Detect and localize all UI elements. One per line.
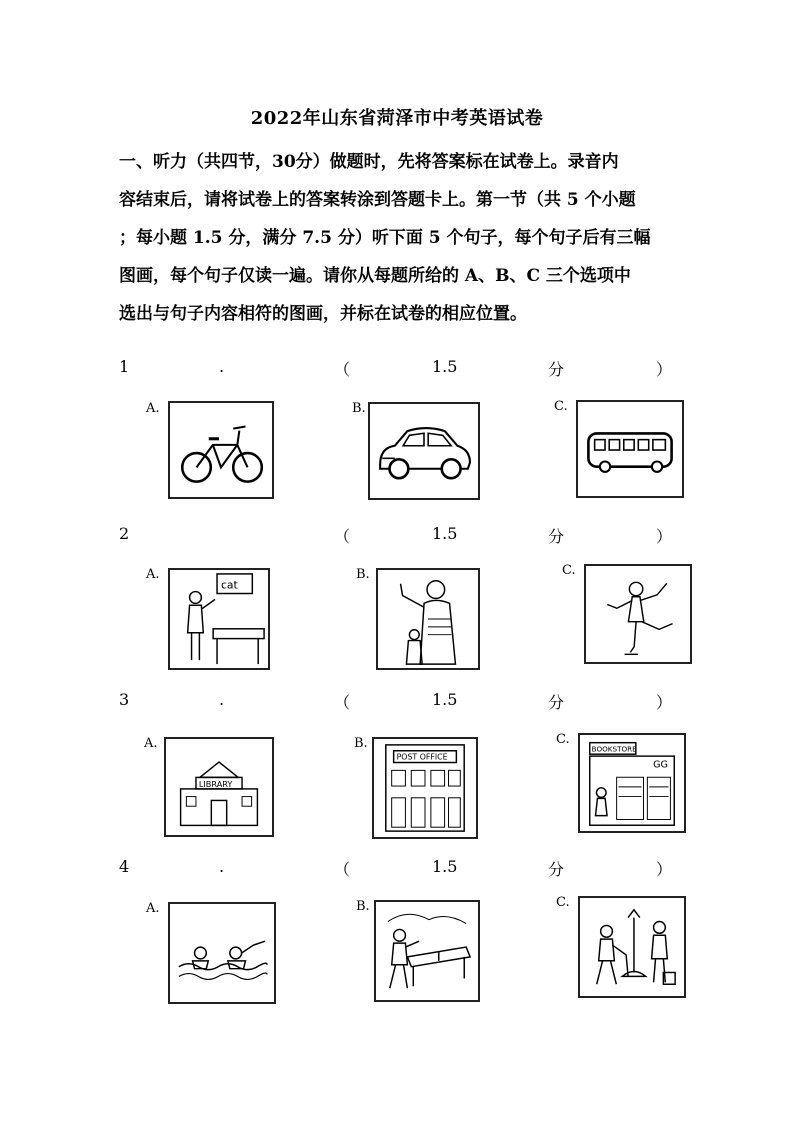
option-1a[interactable] (146, 398, 274, 498)
option-label: B. (356, 899, 370, 914)
question-score: 1.5 (432, 524, 458, 543)
option-label: B. (356, 567, 370, 582)
option-label: B. (354, 736, 368, 751)
score-unit: 分 (548, 360, 565, 379)
close-paren: ） (656, 860, 673, 879)
post-office-icon (372, 737, 478, 839)
question-score: 1.5 (432, 357, 458, 376)
teacher-icon (168, 568, 270, 670)
bookstore-icon (578, 733, 686, 833)
close-paren: ） (656, 360, 673, 379)
option-label: C. (554, 399, 568, 414)
question-number: 3 (119, 690, 130, 709)
open-paren: （ (334, 527, 351, 546)
instructions-line: 图画，每个句子仅读一遍。请你从每题所给的 A、B、C 三个选项中 (119, 266, 631, 286)
option-3a[interactable] (144, 733, 274, 835)
library-icon (164, 737, 274, 837)
tour-guide-icon (376, 568, 480, 670)
score-unit: 分 (548, 693, 565, 712)
question-3-header (0, 690, 794, 714)
option-2a[interactable] (146, 564, 270, 668)
option-1c[interactable] (554, 396, 684, 498)
board-text: cat (220, 578, 238, 592)
question-2-header (0, 524, 794, 548)
open-paren: （ (334, 693, 351, 712)
tree-planting-icon (578, 896, 686, 998)
table-tennis-icon (374, 900, 480, 1002)
instructions-line: 选出与句子内容相符的图画，并标在试卷的相应位置。 (119, 304, 527, 324)
instructions-line: 一、听力（共四节，30分）做题时，先将答案标在试卷上。录音内 (119, 152, 619, 172)
score-unit: 分 (548, 860, 565, 879)
question-dot: . (219, 857, 225, 876)
option-4b[interactable] (356, 896, 482, 1000)
close-paren: ） (656, 527, 673, 546)
question-dot: . (219, 357, 225, 376)
bookstore-sign: BOOKSTORE (591, 744, 637, 754)
instructions (119, 143, 679, 333)
option-label: C. (556, 895, 570, 910)
option-2b[interactable] (356, 564, 482, 668)
library-sign: LIBRARY (198, 779, 233, 789)
svg-text:GG: GG (653, 759, 668, 771)
option-label: A. (144, 736, 158, 751)
page-title: 2022年山东省菏泽市中考英语试卷 (250, 108, 544, 129)
swimming-icon (168, 902, 276, 1004)
question-dot: . (219, 690, 225, 709)
option-label: C. (556, 732, 570, 747)
option-2c[interactable] (562, 560, 692, 664)
question-number: 1 (119, 357, 130, 376)
close-paren: ） (656, 693, 673, 712)
question-number: 4 (119, 857, 130, 876)
option-label: B. (352, 401, 366, 416)
question-number: 2 (119, 524, 130, 543)
post-office-sign: POST OFFICE (396, 752, 448, 762)
open-paren: （ (334, 860, 351, 879)
instructions-line: 容结束后，请将试卷上的答案转涂到答题卡上。第一节（共 5 个小题 (119, 190, 636, 210)
option-1b[interactable] (352, 398, 480, 498)
option-3c[interactable] (556, 729, 686, 833)
instructions-line: ；每小题 1.5 分，满分 7.5 分）听下面 5 个句子，每个句子后有三幅 (119, 228, 651, 248)
option-label: A. (146, 567, 160, 582)
open-paren: （ (334, 360, 351, 379)
score-unit: 分 (548, 527, 565, 546)
option-label: A. (146, 901, 160, 916)
bicycle-icon (168, 401, 274, 499)
question-score: 1.5 (432, 690, 458, 709)
question-score: 1.5 (432, 857, 458, 876)
option-label: A. (146, 401, 160, 416)
bus-icon (576, 400, 684, 498)
question-4-header (0, 857, 794, 881)
question-1-header (0, 357, 794, 381)
car-icon (368, 402, 480, 500)
option-3b[interactable] (354, 733, 480, 837)
option-4a[interactable] (146, 898, 276, 1004)
option-label: C. (562, 563, 576, 578)
skater-icon (584, 564, 692, 664)
option-4c[interactable] (556, 892, 686, 998)
